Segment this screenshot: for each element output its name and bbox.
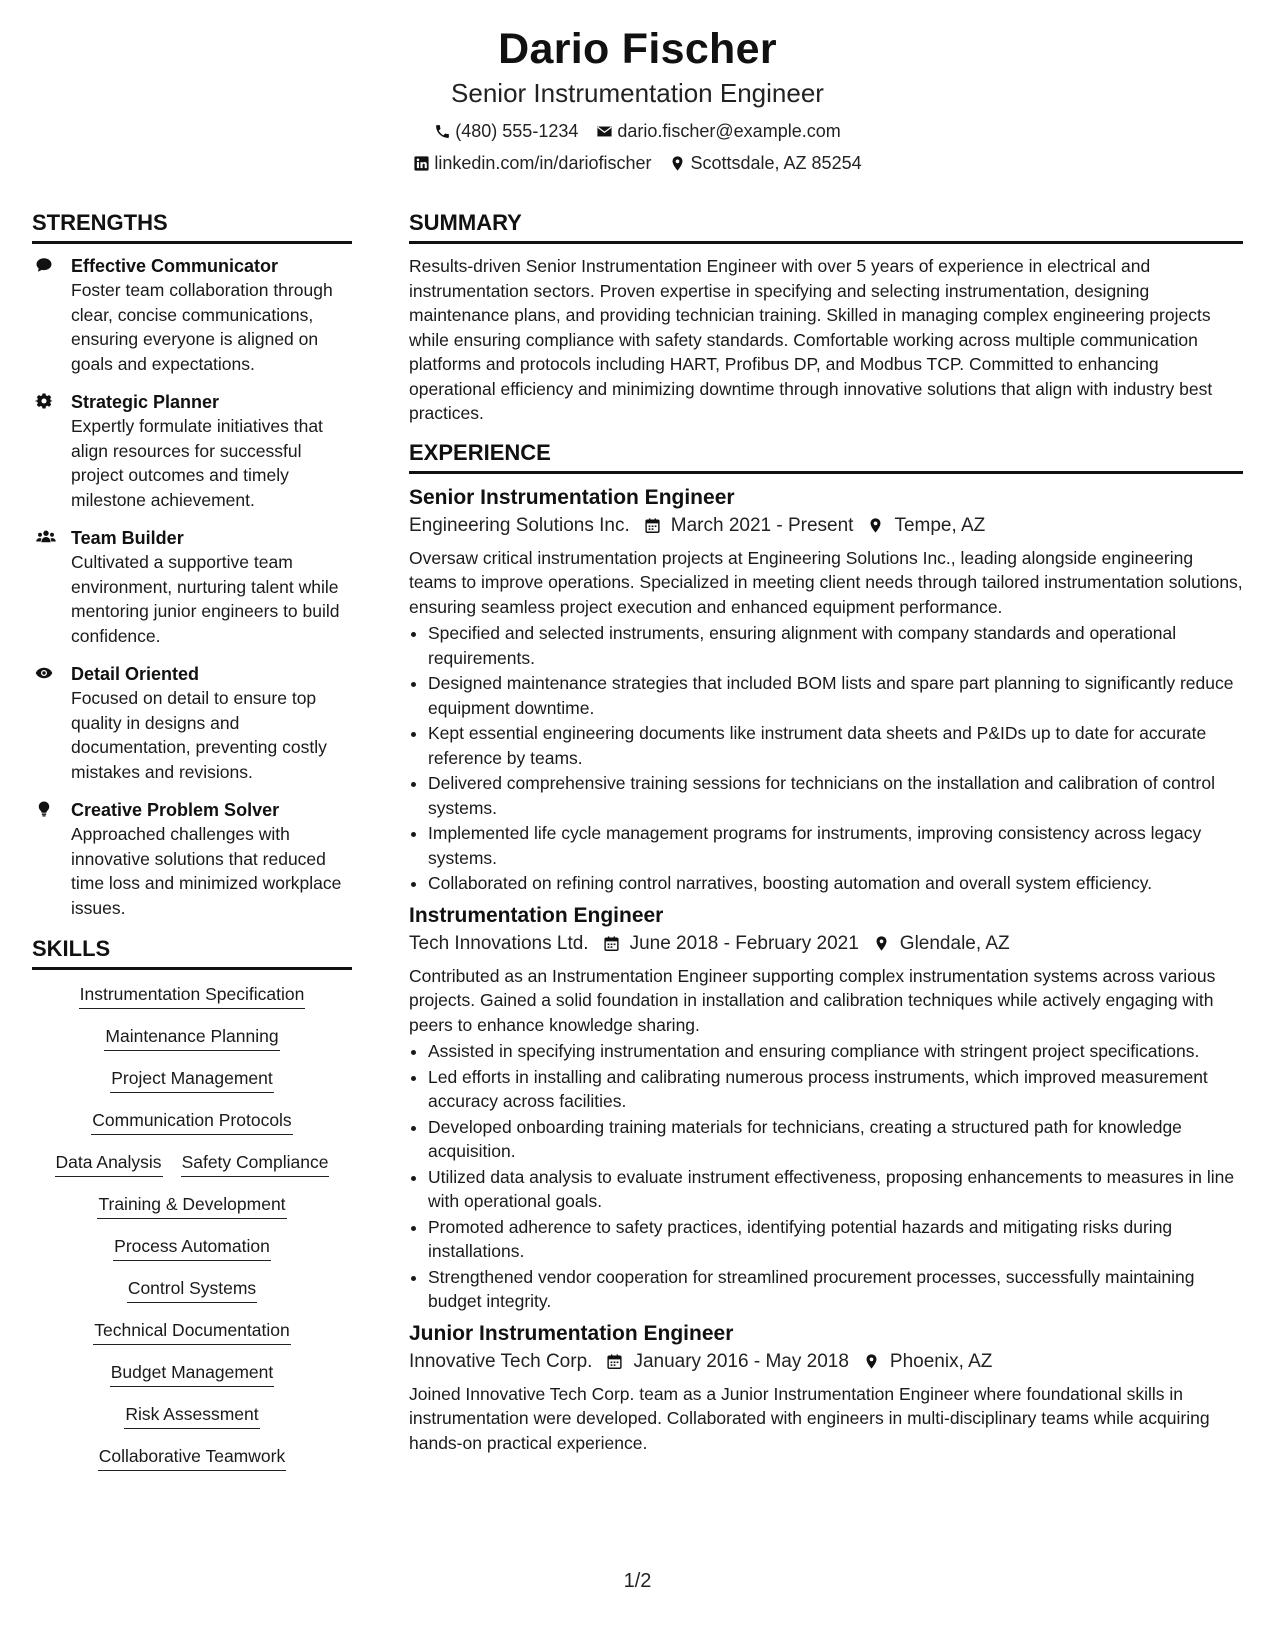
skill-tag: Communication Protocols [91,1108,292,1135]
calendar-icon [644,517,661,534]
skill-tag: Safety Compliance [181,1150,330,1177]
strength-title: Strategic Planner [71,392,220,412]
strength-description: Expertly formulate initiatives that align resources for successful project outcomes and timely milestone achievement. [71,416,323,510]
strength-description: Foster team collaboration through clear, concise communications, ensuring everyone is aligned on goals and expectations. [71,280,333,374]
skill-tag: Budget Management [110,1360,274,1387]
strength-title: Effective Communicator [71,256,279,276]
linkedin-text[interactable]: linkedin.com/in/dariofischer [434,153,652,173]
skill-tag: Control Systems [127,1276,257,1303]
location-text: Scottsdale, AZ 85254 [690,153,862,173]
strength-title: Creative Problem Solver [71,800,280,820]
contact-row-1 [0,120,1275,142]
skill-tag: Technical Documentation [93,1318,291,1345]
speech-bubble-icon [34,256,54,274]
map-pin-icon [873,935,890,952]
strength-description: Cultivated a supportive team environment, nurturing talent while mentoring junior engineers to build confidence. [71,552,340,646]
map-pin-icon [863,1353,880,1370]
bullet-item: • Kept essential engineering documents like instrument data sheets and P&IDs up to date for accurate reference by teams. [428,721,1243,770]
job-meta [409,1348,1243,1376]
linkedin-contact[interactable] [413,152,651,174]
company-name: Engineering Solutions Inc. [409,514,630,536]
email-text[interactable]: dario.fischer@example.com [617,121,841,141]
summary-heading: SUMMARY [409,210,1243,244]
phone-text: (480) 555-1234 [455,121,579,141]
bullet-item: • Assisted in specifying instrumentation and ensuring compliance with stringent project specifications. [428,1039,1243,1064]
strength-item [32,798,352,920]
job-dates: January 2016 - May 2018 [633,1350,849,1372]
job-title: Instrumentation Engineer [409,903,664,927]
skill-tag: Training & Development [97,1192,286,1219]
gear-icon [34,392,54,410]
job-dates: March 2021 - Present [670,514,854,536]
bullet-item: • Designed maintenance strategies that included BOM lists and spare part planning to significantly reduce equipment downtime. [428,671,1243,720]
job-location: Glendale, AZ [899,932,1010,954]
job-dates: June 2018 - February 2021 [629,932,859,954]
experience-heading: EXPERIENCE [409,440,1243,474]
job-description: Contributed as an Instrumentation Engineer supporting complex instrumentation systems across various projects. Gained a solid foundation in installation and calibration techniques while actively engaging with peers to enhance knowledge sharing. [409,965,1216,1035]
skill-tag: Process Automation [113,1234,271,1261]
candidate-title: Senior Instrumentation Engineer [451,78,824,108]
bullet-item: • Led efforts in installing and calibrating numerous process instruments, which improved measurement accuracy across facilities. [428,1065,1243,1114]
skill-tag: Instrumentation Specification [79,982,306,1009]
job-title: Senior Instrumentation Engineer [409,485,735,509]
strength-item [32,662,352,784]
job-title: Junior Instrumentation Engineer [409,1321,734,1345]
strength-description: Approached challenges with innovative solutions that reduced time loss and minimized workplace issues. [71,824,342,918]
strength-title: Detail Oriented [71,664,200,684]
job-meta [409,512,1243,540]
skill-tag: Data Analysis [55,1150,163,1177]
candidate-name: Dario Fischer [498,25,777,73]
job-entry [409,1320,1243,1456]
bullet-item: • Implemented life cycle management programs for instruments, improving consistency across legacy systems. [428,821,1243,870]
map-pin-icon [867,517,884,534]
job-location: Tempe, AZ [894,514,986,536]
job-entry [409,484,1243,896]
job-entry [409,902,1243,1314]
users-icon [34,528,58,546]
job-location: Phoenix, AZ [889,1350,993,1372]
job-description: Joined Innovative Tech Corp. team as a Junior Instrumentation Engineer where foundational skills in instrumentation were developed. Collaborated with engineers in multi-disciplinary teams while acquiring hands-on practical experience. [409,1383,1210,1453]
skills-heading: SKILLS [32,936,352,970]
bullet-item: • Strengthened vendor cooperation for streamlined procurement processes, successfully maintaining budget integrity. [428,1265,1243,1314]
company-name: Innovative Tech Corp. [409,1350,593,1372]
skills-list [32,980,352,1471]
summary-text: Results-driven Senior Instrumentation Engineer with over 5 years of experience in electrical and instrumentation sectors. Proven expertise in specifying and selecting instrumentation, designing maintenance plans, and providing technician training. Skilled in managing complex engineering projects while ensuring compliance with safety standards. Comfortable working across multiple communication platforms and protocols including HART, Profibus DP, and Modbus TCP. Committed to enhancing operational efficiency and minimizing downtime through innovative solutions that align with industry best practices. [409,256,1213,423]
job-bullets [409,621,1243,896]
strength-description: Focused on detail to ensure top quality in designs and documentation, preventing costly mistakes and revisions. [71,688,327,782]
linkedin-icon [413,155,430,172]
phone-contact [434,120,578,142]
left-column [32,210,352,1486]
company-name: Tech Innovations Ltd. [409,932,589,954]
contact-row-2 [0,152,1275,174]
location-contact [669,152,861,174]
eye-icon [34,664,54,682]
bullet-item: • Promoted adherence to safety practices, identifying potential hazards and mitigating risks during installations. [428,1215,1243,1264]
job-bullets [409,1039,1243,1314]
bullet-item: • Utilized data analysis to evaluate instrument effectiveness, proposing enhancements to measures in line with operational goals. [428,1165,1243,1214]
bullet-item: • Developed onboarding training materials for technicians, creating a structured path for knowledge acquisition. [428,1115,1243,1164]
envelope-icon [596,123,613,140]
strength-title: Team Builder [71,528,184,548]
job-description: Oversaw critical instrumentation projects at Engineering Solutions Inc., leading alongside engineering teams to improve operations. Specialized in meeting client needs through tailored instrumentation solutions, ensuring seamless project execution and enhanced equipment performance. [409,547,1243,617]
bullet-item: • Collaborated on refining control narratives, boosting automation and overall system efficiency. [428,871,1243,896]
map-pin-icon [669,155,686,172]
calendar-icon [603,935,620,952]
bullet-item: • Specified and selected instruments, ensuring alignment with company standards and operational requirements. [428,621,1243,670]
skill-tag: Risk Assessment [124,1402,259,1429]
right-column [409,210,1243,1457]
strength-item [32,390,352,512]
job-meta [409,930,1243,958]
phone-icon [434,123,451,140]
skill-tag: Maintenance Planning [104,1024,279,1051]
strengths-heading: STRENGTHS [32,210,352,244]
bullet-item: • Delivered comprehensive training sessions for technicians on the installation and calibration of control systems. [428,771,1243,820]
calendar-icon [606,1353,623,1370]
skill-tag: Collaborative Teamwork [98,1444,286,1471]
skill-tag: Project Management [110,1066,273,1093]
page-number: 1/2 [623,1570,652,1592]
lightbulb-icon [34,800,54,818]
email-contact[interactable] [596,120,840,142]
strength-item [32,254,352,376]
strength-item [32,526,352,648]
resume-header [0,22,1275,174]
